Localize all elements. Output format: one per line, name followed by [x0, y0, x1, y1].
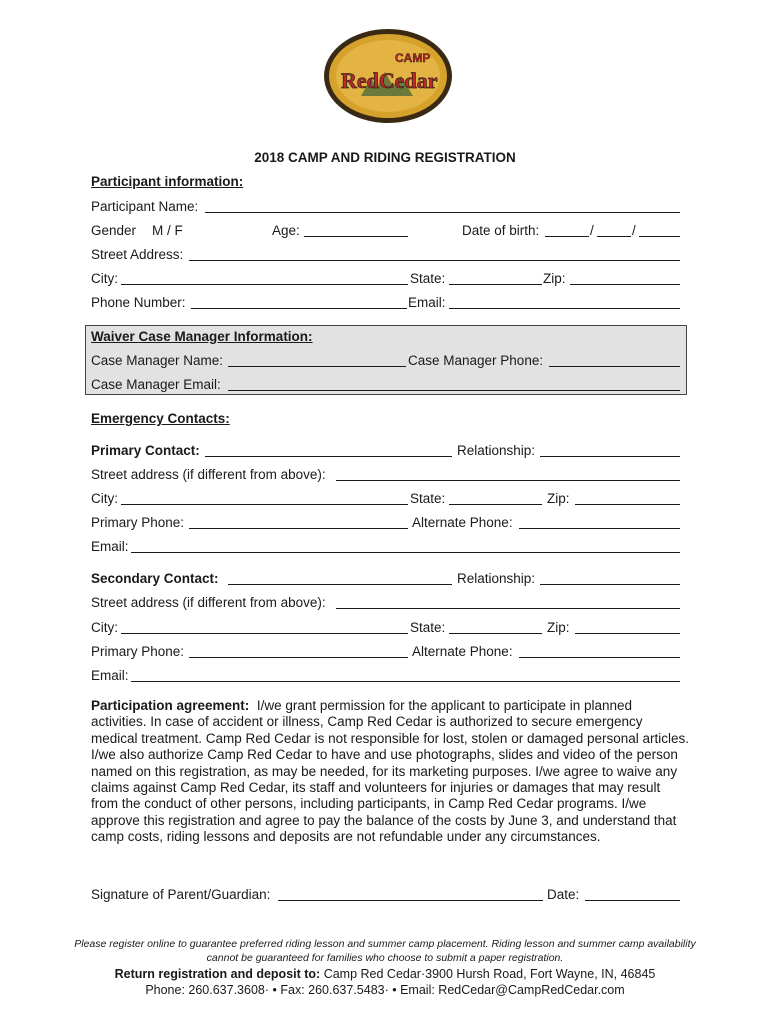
dob-year-field[interactable]: [639, 236, 680, 237]
primary-relationship-label: Relationship:: [457, 443, 536, 458]
secondary-email-field[interactable]: [131, 681, 680, 682]
logo-text-camp: CAMP: [395, 51, 431, 65]
signature-date-field[interactable]: [585, 900, 680, 901]
primary-email-label: Email:: [91, 539, 129, 554]
camp-red-cedar-logo: [321, 26, 455, 126]
dob-day-field[interactable]: [597, 236, 631, 237]
primary-alt-phone-field[interactable]: [519, 528, 680, 529]
email-label: Email:: [408, 295, 446, 310]
secondary-city-label: City:: [91, 620, 118, 635]
primary-contact-field[interactable]: [205, 456, 452, 457]
phone-number-label: Phone Number:: [91, 295, 186, 310]
state-label: State:: [410, 271, 446, 286]
secondary-state-label: State:: [410, 620, 446, 635]
agreement-heading: Participation agreement:: [91, 698, 250, 713]
secondary-contact-label: Secondary Contact:: [91, 571, 219, 586]
agreement-text: I/we grant permission for the applicant to participate in planned activities. In case of accident or illness, Camp Red Cedar is authorized to secure emergency medical treatment. Camp Red Cedar is not responsible for lost, stolen or damaged personal articles. I/we also authorize Camp Red Cedar to have and use photographs, slides and video of the person named on this registration, as may be needed, for its marketing purposes. I/we agree to waive any claims against Camp Red Cedar, its staff and volunteers for injuries or damages that may result from the conduct of other persons, including participants, in Camp Red Cedar programs. I/we approve this registration and agree to pay the balance of the costs by June 3, and understand that camp costs, riding lessons and deposits are not refundable under any circumstances.: [91, 698, 690, 845]
return-label: Return registration and deposit to:: [114, 967, 321, 981]
primary-city-field[interactable]: [121, 504, 408, 505]
secondary-email-label: Email:: [91, 668, 129, 683]
return-info: [0, 967, 770, 981]
logo-text-main: RedCedar: [341, 68, 438, 93]
dob-label: Date of birth:: [462, 223, 540, 238]
case-manager-phone-field[interactable]: [549, 366, 680, 367]
secondary-phone-label: Primary Phone:: [91, 644, 185, 659]
street-address-field[interactable]: [189, 260, 680, 261]
primary-street-field[interactable]: [336, 480, 680, 481]
contact-info: Phone: 260.637.3608· • Fax: 260.637.5483· • Email: RedCedar@CampRedCedar.com: [145, 983, 625, 997]
city-field[interactable]: [121, 284, 408, 285]
gender-label: Gender: [91, 223, 137, 238]
secondary-phone-field[interactable]: [189, 657, 408, 658]
participant-name-label: Participant Name:: [91, 199, 199, 214]
primary-state-label: State:: [410, 491, 446, 506]
secondary-contact-field[interactable]: [228, 584, 452, 585]
case-manager-name-field[interactable]: [228, 366, 406, 367]
signature-field[interactable]: [278, 900, 543, 901]
primary-alt-phone-label: Alternate Phone:: [412, 515, 513, 530]
form-title: 2018 CAMP AND RIDING REGISTRATION: [254, 150, 516, 165]
email-field[interactable]: [449, 308, 680, 309]
street-address-label: Street Address:: [91, 247, 184, 262]
primary-phone-field[interactable]: [189, 528, 408, 529]
registration-note: Please register online to guarantee preferred riding lesson and summer camp placement. Riding lesson and summer camp availability cannot be guaranteed for families who choose to submit a paper registration.: [74, 938, 696, 964]
primary-zip-label: Zip:: [547, 491, 570, 506]
case-manager-email-field[interactable]: [228, 390, 680, 391]
dob-month-field[interactable]: [545, 236, 589, 237]
signature-label: Signature of Parent/Guardian:: [91, 887, 271, 902]
dob-separator: /: [632, 223, 636, 238]
gender-options[interactable]: M / F: [152, 223, 183, 238]
primary-city-label: City:: [91, 491, 118, 506]
secondary-zip-field[interactable]: [575, 633, 680, 634]
case-manager-phone-label: Case Manager Phone:: [408, 353, 544, 368]
return-address: Camp Red Cedar·3900 Hursh Road, Fort Wayne, IN, 46845: [323, 967, 656, 981]
zip-field[interactable]: [570, 284, 680, 285]
participant-heading: Participant information:: [91, 174, 244, 189]
waiver-heading: Waiver Case Manager Information:: [91, 329, 313, 344]
secondary-relationship-field[interactable]: [540, 584, 680, 585]
city-label: City:: [91, 271, 118, 286]
participation-agreement: [91, 698, 691, 846]
primary-state-field[interactable]: [449, 504, 542, 505]
primary-phone-label: Primary Phone:: [91, 515, 185, 530]
secondary-alt-phone-field[interactable]: [519, 657, 680, 658]
secondary-state-field[interactable]: [449, 633, 542, 634]
primary-contact-label: Primary Contact:: [91, 443, 200, 458]
secondary-city-field[interactable]: [121, 633, 408, 634]
case-manager-name-label: Case Manager Name:: [91, 353, 224, 368]
age-field[interactable]: [304, 236, 408, 237]
secondary-alt-phone-label: Alternate Phone:: [412, 644, 513, 659]
age-label: Age:: [272, 223, 300, 238]
dob-separator: /: [590, 223, 594, 238]
primary-email-field[interactable]: [131, 552, 680, 553]
primary-street-label: Street address (if different from above):: [91, 467, 326, 482]
secondary-relationship-label: Relationship:: [457, 571, 536, 586]
emergency-heading: Emergency Contacts:: [91, 411, 230, 426]
secondary-street-field[interactable]: [336, 608, 680, 609]
primary-zip-field[interactable]: [575, 504, 680, 505]
secondary-street-label: Street address (if different from above):: [91, 595, 326, 610]
state-field[interactable]: [449, 284, 542, 285]
case-manager-email-label: Case Manager Email:: [91, 377, 221, 392]
secondary-zip-label: Zip:: [547, 620, 570, 635]
signature-date-label: Date:: [547, 887, 580, 902]
primary-relationship-field[interactable]: [540, 456, 680, 457]
participant-name-field[interactable]: [205, 212, 680, 213]
zip-label: Zip:: [543, 271, 566, 286]
phone-number-field[interactable]: [191, 308, 407, 309]
